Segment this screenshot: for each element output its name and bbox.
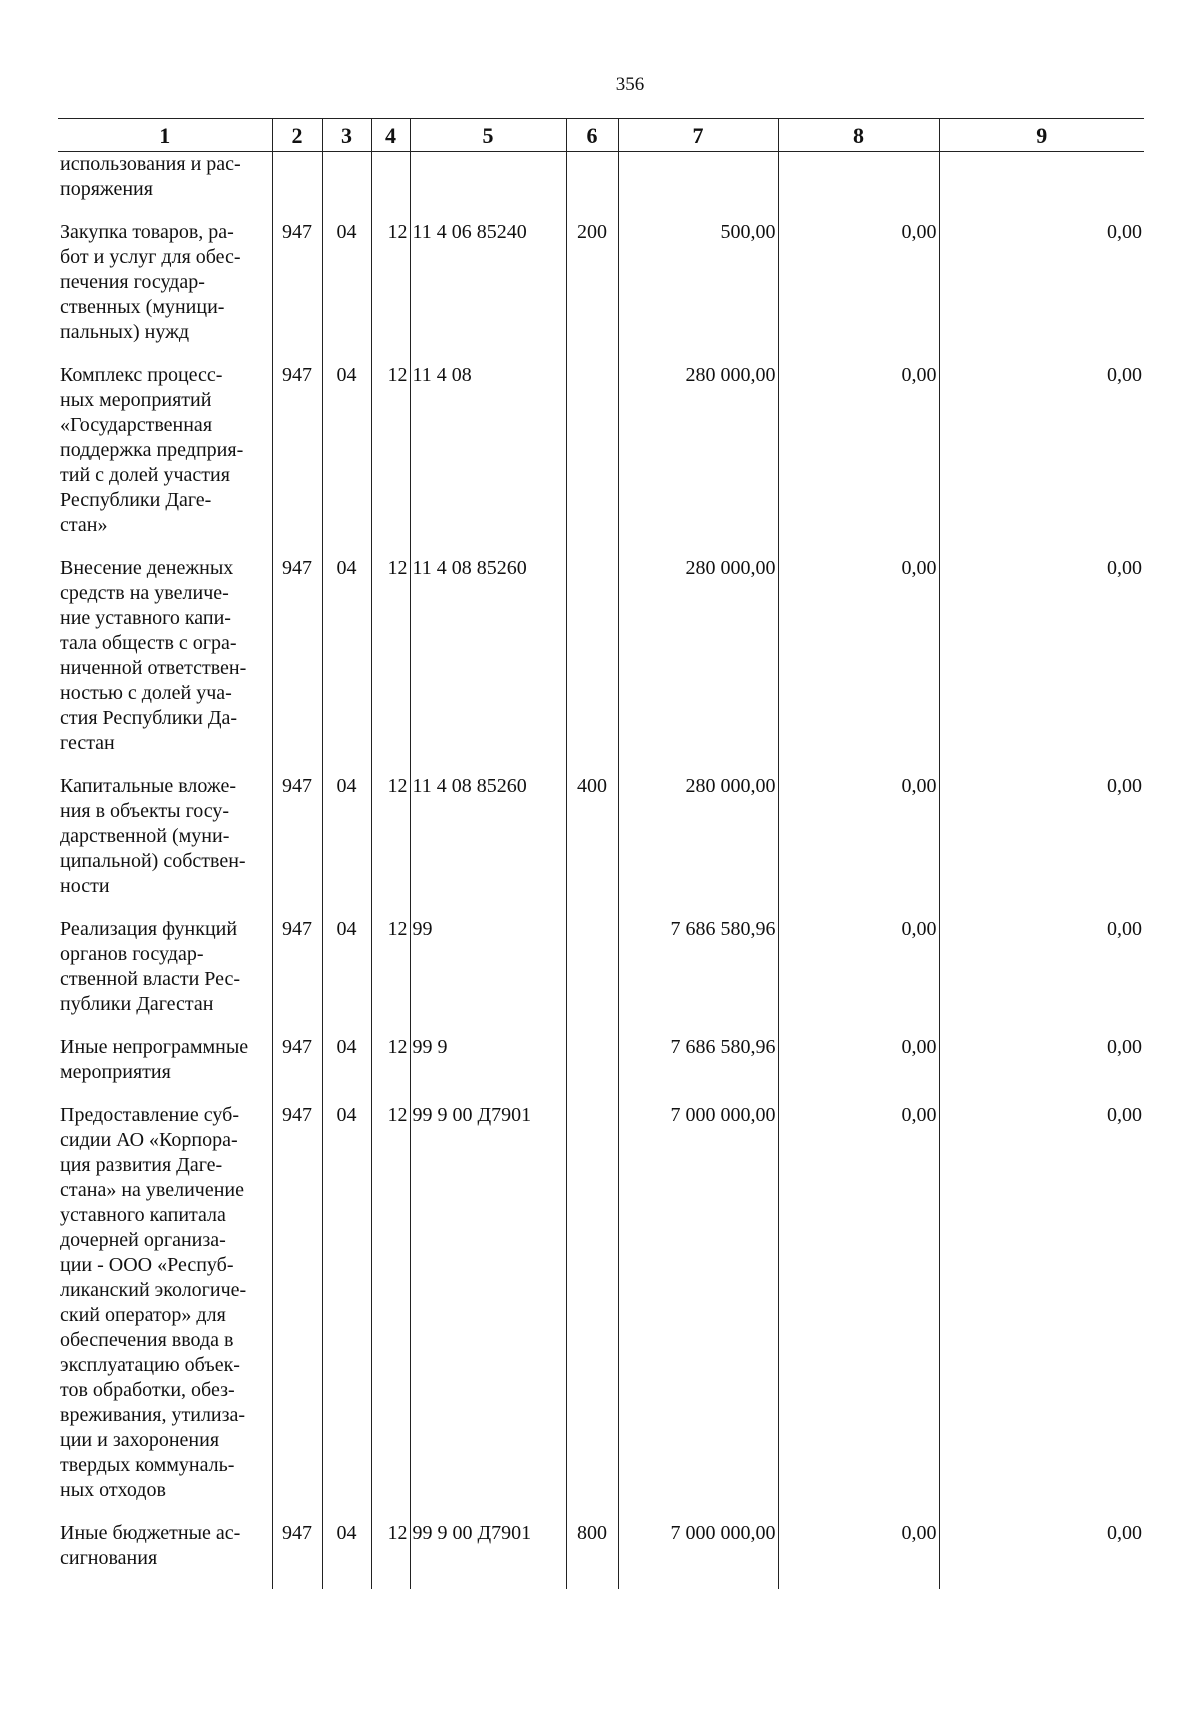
amount-col-9: 0,00: [939, 1035, 1144, 1103]
description-line: дарственной (муни-: [60, 825, 230, 847]
description-line: Реализация функций: [60, 918, 238, 940]
target-article-code: 99 9 00 Д7901: [410, 1521, 566, 1589]
description-line: твердых коммуналь-: [60, 1454, 235, 1476]
description-line: публики Дагестан: [60, 993, 214, 1015]
table-row: [58, 152, 1144, 221]
description-line: «Государственная: [60, 414, 213, 436]
description-line: стан»: [60, 514, 108, 536]
amount-col-9: 0,00: [939, 363, 1144, 556]
description-line: дочерней организа-: [60, 1229, 226, 1251]
expense-type-code: [566, 363, 618, 556]
table-row: [58, 556, 1144, 774]
expense-type-code: [566, 152, 618, 221]
target-article-code: 99: [410, 917, 566, 1035]
description-line: печения государ-: [60, 271, 205, 293]
amount-col-7: 7 000 000,00: [618, 1521, 778, 1589]
target-article-code: 11 4 08: [410, 363, 566, 556]
admin-code: 947: [272, 363, 322, 556]
amount-col-9: 0,00: [939, 556, 1144, 774]
target-article-code: 11 4 08 85260: [410, 556, 566, 774]
description-line: обеспечения ввода в: [60, 1329, 234, 1351]
amount-col-9: 0,00: [939, 774, 1144, 917]
header-col-6: 6: [566, 119, 618, 152]
amount-col-8: 0,00: [778, 556, 939, 774]
amount-col-7: [618, 152, 778, 221]
subsection-code: 12: [371, 220, 410, 363]
description-line: ности: [60, 875, 110, 897]
description-line: поддержка предприя-: [60, 439, 244, 461]
description-line: Иные бюджетные ас-: [60, 1522, 241, 1544]
description-line: эксплуатацию объек-: [60, 1354, 240, 1376]
row-description: [58, 917, 272, 1035]
table-row: [58, 1103, 1144, 1521]
description-line: ние уставного капи-: [60, 607, 231, 629]
admin-code: 947: [272, 774, 322, 917]
description-line: использования и рас-: [60, 153, 241, 175]
admin-code: 947: [272, 1035, 322, 1103]
description-line: ции - ООО «Респуб-: [60, 1254, 234, 1276]
row-description: [58, 556, 272, 774]
table-body: [58, 152, 1144, 1590]
header-col-4: 4: [371, 119, 410, 152]
section-code: 04: [322, 220, 371, 363]
header-col-7: 7: [618, 119, 778, 152]
budget-table: [58, 118, 1144, 1589]
row-description: [58, 152, 272, 221]
amount-col-7: 280 000,00: [618, 363, 778, 556]
admin-code: 947: [272, 556, 322, 774]
target-article-code: 11 4 08 85260: [410, 774, 566, 917]
description-line: ции и захоронения: [60, 1429, 220, 1451]
table-row: [58, 363, 1144, 556]
header-col-8: 8: [778, 119, 939, 152]
description-line: тов обработки, обез-: [60, 1379, 235, 1401]
amount-col-7: 7 686 580,96: [618, 917, 778, 1035]
expense-type-code: [566, 917, 618, 1035]
amount-col-9: [939, 152, 1144, 221]
amount-col-8: 0,00: [778, 917, 939, 1035]
description-line: стия Республики Да-: [60, 707, 238, 729]
header-col-3: 3: [322, 119, 371, 152]
admin-code: [272, 152, 322, 221]
row-description: [58, 220, 272, 363]
description-line: сигнования: [60, 1547, 158, 1569]
target-article-code: 99 9 00 Д7901: [410, 1103, 566, 1521]
amount-col-7: 280 000,00: [618, 556, 778, 774]
description-line: ниченной ответствен-: [60, 657, 247, 679]
subsection-code: 12: [371, 774, 410, 917]
table-row: [58, 220, 1144, 363]
amount-col-8: 0,00: [778, 1521, 939, 1589]
row-description: [58, 1103, 272, 1521]
description-line: гестан: [60, 732, 115, 754]
page-number: 356: [615, 74, 645, 95]
header-col-1: 1: [58, 119, 272, 152]
amount-col-8: 0,00: [778, 1035, 939, 1103]
admin-code: 947: [272, 917, 322, 1035]
expense-type-code: [566, 1035, 618, 1103]
expense-type-code: [566, 1103, 618, 1521]
description-line: бот и услуг для обес-: [60, 246, 241, 268]
amount-col-8: 0,00: [778, 220, 939, 363]
amount-col-8: 0,00: [778, 774, 939, 917]
description-line: Предоставление суб-: [60, 1104, 239, 1126]
description-line: Внесение денежных: [60, 557, 234, 579]
amount-col-8: 0,00: [778, 1103, 939, 1521]
description-line: Закупка товаров, ра-: [60, 221, 234, 243]
description-line: Комплекс процесс-: [60, 364, 223, 386]
amount-col-7: 280 000,00: [618, 774, 778, 917]
amount-col-9: 0,00: [939, 220, 1144, 363]
row-description: [58, 774, 272, 917]
description-line: ственной власти Рес-: [60, 968, 241, 990]
description-line: поряжения: [60, 178, 153, 200]
description-line: ственных (муници-: [60, 296, 225, 318]
description-line: пальных) нужд: [60, 321, 190, 343]
description-line: ция развития Даге-: [60, 1154, 223, 1176]
subsection-code: 12: [371, 1035, 410, 1103]
subsection-code: 12: [371, 917, 410, 1035]
admin-code: 947: [272, 220, 322, 363]
amount-col-8: [778, 152, 939, 221]
target-article-code: 99 9: [410, 1035, 566, 1103]
description-line: ных мероприятий: [60, 389, 212, 411]
subsection-code: 12: [371, 363, 410, 556]
amount-col-7: 7 000 000,00: [618, 1103, 778, 1521]
subsection-code: 12: [371, 1103, 410, 1521]
description-line: тий с долей участия: [60, 464, 230, 486]
description-line: стана» на увеличение: [60, 1179, 245, 1201]
expense-type-code: 200: [566, 220, 618, 363]
subsection-code: 12: [371, 556, 410, 774]
target-article-code: [410, 152, 566, 221]
description-line: уставного капитала: [60, 1204, 226, 1226]
section-code: 04: [322, 1521, 371, 1589]
table-row: [58, 917, 1144, 1035]
row-description: [58, 1035, 272, 1103]
section-code: 04: [322, 556, 371, 774]
header-col-2: 2: [272, 119, 322, 152]
section-code: 04: [322, 1103, 371, 1521]
description-line: сидии АО «Корпора-: [60, 1129, 238, 1151]
description-line: Иные непрограммные: [60, 1036, 249, 1058]
table-header-row: [58, 119, 1144, 152]
description-line: тала обществ с огра-: [60, 632, 237, 654]
expense-type-code: [566, 556, 618, 774]
section-code: 04: [322, 774, 371, 917]
amount-col-7: 500,00: [618, 220, 778, 363]
amount-col-9: 0,00: [939, 1103, 1144, 1521]
row-description: [58, 363, 272, 556]
description-line: Республики Даге-: [60, 489, 212, 511]
description-line: ликанский экологиче-: [60, 1279, 247, 1301]
description-line: средств на увеличе-: [60, 582, 229, 604]
table-row: [58, 1035, 1144, 1103]
amount-col-9: 0,00: [939, 917, 1144, 1035]
expense-type-code: 800: [566, 1521, 618, 1589]
description-line: ципальной) собствен-: [60, 850, 246, 872]
description-line: ский оператор» для: [60, 1304, 226, 1326]
description-line: мероприятия: [60, 1061, 171, 1083]
section-code: 04: [322, 363, 371, 556]
amount-col-7: 7 686 580,96: [618, 1035, 778, 1103]
description-line: Капитальные вложе-: [60, 775, 237, 797]
header-col-5: 5: [410, 119, 566, 152]
section-code: 04: [322, 1035, 371, 1103]
description-line: ных отходов: [60, 1479, 166, 1501]
description-line: ния в объекты госу-: [60, 800, 230, 822]
subsection-code: [371, 152, 410, 221]
table-row: [58, 774, 1144, 917]
table-row: [58, 1521, 1144, 1589]
amount-col-8: 0,00: [778, 363, 939, 556]
row-description: [58, 1521, 272, 1589]
section-code: 04: [322, 917, 371, 1035]
description-line: вреживания, утилиза-: [60, 1404, 246, 1426]
description-line: ностью с долей уча-: [60, 682, 232, 704]
target-article-code: 11 4 06 85240: [410, 220, 566, 363]
admin-code: 947: [272, 1521, 322, 1589]
subsection-code: 12: [371, 1521, 410, 1589]
expense-type-code: 400: [566, 774, 618, 917]
section-code: [322, 152, 371, 221]
admin-code: 947: [272, 1103, 322, 1521]
amount-col-9: 0,00: [939, 1521, 1144, 1589]
header-col-9: 9: [939, 119, 1144, 152]
description-line: органов государ-: [60, 943, 204, 965]
